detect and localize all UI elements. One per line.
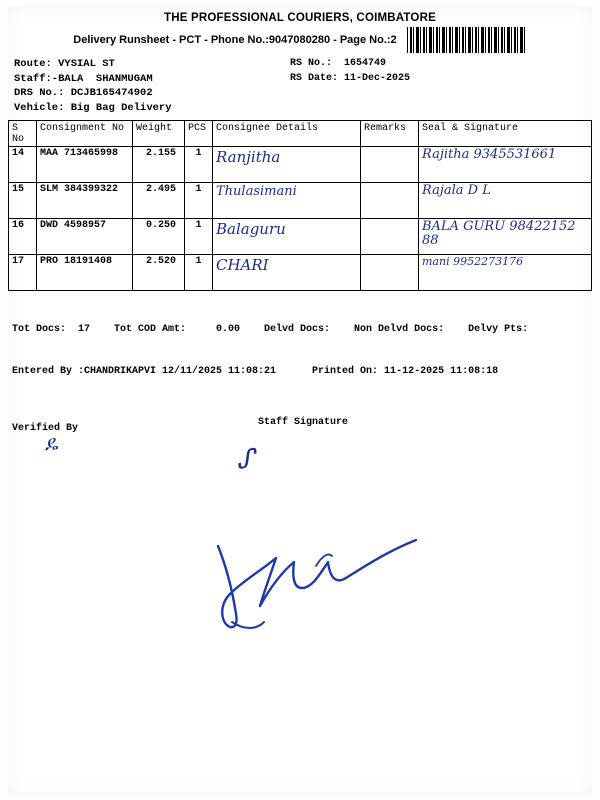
- cell-consignment: SLM 384399322: [37, 183, 133, 219]
- staff-signature-mark: ᔑ: [234, 444, 257, 476]
- rs-no-line: RS No.: 1654749: [290, 58, 387, 69]
- col-header-consignee: Consignee Details: [213, 121, 361, 147]
- totals-line-1: Tot Docs: 17 Tot COD Amt: 0.00 Delvd Docs: Non Delvd Docs: Delvy Pts:: [12, 324, 529, 335]
- cell-consignee: [213, 255, 361, 291]
- table-row: [9, 183, 592, 219]
- table-header-row: [9, 121, 592, 147]
- staff-line: Staff:-BALA SHANMUGAM: [14, 72, 153, 85]
- handwritten-seal: BALA GURU 98422152 88: [422, 219, 576, 248]
- cell-pcs: 1: [185, 183, 213, 219]
- handwritten-seal: Rajala D L: [422, 183, 491, 198]
- cell-seal-signature: [419, 183, 592, 219]
- cell-weight: 2.495: [133, 183, 185, 219]
- cell-pcs: 1: [185, 255, 213, 291]
- totals-block: [8, 295, 592, 407]
- handwritten-seal: mani 9952273176: [422, 255, 524, 268]
- handwritten-consignee: Balaguru: [216, 220, 286, 238]
- col-header-pcs: PCS: [185, 121, 213, 147]
- page-title: THE PROFESSIONAL COURIERS, COIMBATORE: [164, 12, 436, 24]
- cell-sno: 17: [9, 255, 37, 291]
- cell-consignment: MAA 713465998: [37, 147, 133, 183]
- vehicle-line: Vehicle: Big Bag Delivery: [14, 101, 172, 114]
- staff-signature-label: Staff Signature: [258, 417, 349, 428]
- rs-date-line: RS Date: 11-Dec-2025: [290, 72, 411, 84]
- col-header-weight: Weight: [133, 121, 185, 147]
- large-handwritten-signature: [198, 526, 448, 636]
- verified-signature-mark: ዴ: [42, 430, 59, 456]
- header-right-block: [290, 57, 440, 86]
- cell-pcs: 1: [185, 219, 213, 255]
- cell-remarks: [361, 183, 419, 219]
- col-header-consignment: Consignment No: [37, 121, 133, 147]
- cell-sno: 14: [9, 147, 37, 183]
- cell-weight: 2.520: [133, 255, 185, 291]
- col-header-sno: S No: [9, 121, 37, 147]
- subtitle-row: [8, 27, 592, 53]
- cell-consignment: DWD 4598957: [37, 219, 133, 255]
- totals-line-2: Entered By :CHANDRIKAPVI 12/11/2025 11:08:21 Printed On: 11-12-2025 11:08:18: [12, 366, 499, 377]
- cell-consignee: [213, 219, 361, 255]
- runsheet-document: [8, 6, 592, 796]
- cell-pcs: 1: [185, 147, 213, 183]
- cell-seal-signature: [419, 147, 592, 183]
- cell-consignment: PRO 18191408: [37, 255, 133, 291]
- cell-weight: 2.155: [133, 147, 185, 183]
- table-row: [9, 147, 592, 183]
- handwritten-seal: Rajitha 9345531661: [422, 147, 557, 162]
- cell-remarks: [361, 255, 419, 291]
- table-row: [9, 219, 592, 255]
- cell-sno: 16: [9, 219, 37, 255]
- signature-area: [8, 417, 592, 477]
- col-header-remarks: Remarks: [361, 121, 419, 147]
- cell-remarks: [361, 219, 419, 255]
- cell-remarks: [361, 147, 419, 183]
- verified-by-label: Verified By: [12, 423, 79, 434]
- handwritten-consignee: CHARI: [216, 256, 269, 274]
- table-row: [9, 255, 592, 291]
- barcode-icon: [407, 27, 527, 53]
- cell-seal-signature: [419, 255, 592, 291]
- cell-consignee: [213, 147, 361, 183]
- cell-sno: 15: [9, 183, 37, 219]
- header-block: [8, 57, 592, 115]
- route-line: Route: VYSIAL ST: [14, 58, 115, 70]
- cell-consignee: [213, 183, 361, 219]
- col-header-seal: Seal & Signature: [419, 121, 592, 147]
- cell-weight: 0.250: [133, 219, 185, 255]
- runsheet-subtitle: Delivery Runsheet - PCT - Phone No.:9047080280 - Page No.:2: [73, 34, 397, 46]
- handwritten-consignee: Thulasimani: [216, 184, 297, 199]
- runsheet-table: [8, 120, 592, 291]
- drs-no-line: DRS No.: DCJB165474902: [14, 87, 153, 99]
- handwritten-consignee: Ranjitha: [216, 148, 281, 166]
- cell-seal-signature: [419, 219, 592, 255]
